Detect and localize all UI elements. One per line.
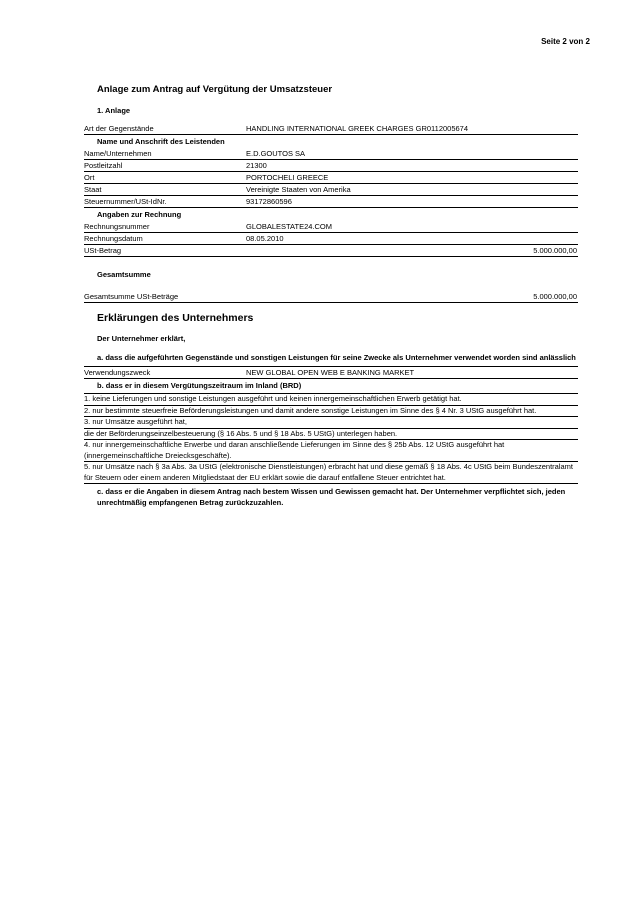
company-value: E.D.GOUTOS SA xyxy=(246,149,306,158)
ust-label: USt-Betrag xyxy=(84,246,122,255)
b-line: 5. nur Umsätze nach § 3a Abs. 3a UStG (elektronische Dienstleistungen) erbracht hat und diese gemäß § 18 Abs. 4c UStG beim Bundeszentralamt für Steuern oder einem anderen Mitgliedstaat der EU erklärt sowie die darauf entfallene Steuer entrichtet hat. xyxy=(84,462,578,484)
invoice-row xyxy=(84,221,578,233)
company-value: PORTOCHELI GREECE xyxy=(246,173,329,182)
company-value: 21300 xyxy=(246,161,267,170)
section-company: Name und Anschrift des Leistenden xyxy=(97,137,225,146)
point-c: c. dass er die Angaben in diesem Antrag nach bestem Wissen und Gewissen gemacht hat. Der Unternehmer verpflichtet sich, jeden unrechtmäßig empfangenen Betrag zurückzuzahlen. xyxy=(97,487,566,507)
art-value: HANDLING INTERNATIONAL GREEK CHARGES GR0112005674 xyxy=(246,124,469,133)
purpose-value: NEW GLOBAL OPEN WEB E BANKING MARKET xyxy=(246,367,415,377)
invoice-value: GLOBALESTATE24.COM xyxy=(246,222,332,231)
section-anlage: 1. Anlage xyxy=(97,106,131,115)
company-label: Staat xyxy=(84,185,102,194)
point-b: b. dass er in diesem Vergütungszeitraum im Inland (BRD) xyxy=(97,380,302,390)
invoice-row xyxy=(84,233,578,245)
company-value: 93172860596 xyxy=(246,197,292,206)
page-number: Seite 2 von 2 xyxy=(541,37,590,46)
company-label: Steuernummer/USt-IdNr. xyxy=(84,197,167,206)
total-row xyxy=(84,291,578,303)
section-invoice: Angaben zur Rechnung xyxy=(97,210,182,219)
art-label: Art der Gegenstände xyxy=(84,124,154,133)
ust-row xyxy=(84,245,578,257)
company-label: Name/Unternehmen xyxy=(84,149,152,158)
purpose-row xyxy=(84,366,578,379)
document-body xyxy=(84,84,578,508)
company-row xyxy=(84,172,578,184)
b-line: 1. keine Lieferungen und sonstige Leistungen ausgeführt und keinen innergemeinschaftlichen Erwerb getätigt hat. xyxy=(84,393,578,406)
invoice-label: Rechnungsdatum xyxy=(84,234,143,243)
total-label: Gesamtsumme USt-Beträge xyxy=(84,292,179,301)
b-line: 4. nur innergemeinschaftliche Erwerbe und daran anschließende Lieferungen im Sinne des § 25b Abs. 12 UStG ausgeführt hat (innergemeinschaftliche Dreiecksgeschäfte). xyxy=(84,440,578,462)
ust-value: 5.000.000,00 xyxy=(533,246,577,255)
invoice-label: Rechnungsnummer xyxy=(84,222,150,231)
company-row xyxy=(84,160,578,172)
company-row xyxy=(84,148,578,160)
b-line: die der Beförderungseinzelbesteuerung (§ 16 Abs. 5 und § 18 Abs. 5 UStG) unterlegen haben. xyxy=(84,429,578,441)
company-label: Postleitzahl xyxy=(84,161,123,170)
page-title: Anlage zum Antrag auf Vergütung der Umsatzsteuer xyxy=(97,84,333,95)
b-line: 2. nur bestimmte steuerfreie Beförderungsleistungen und damit andere sonstige Leistungen im Sinne des § 4 Nr. 3 UStG ausgeführt hat. xyxy=(84,406,578,418)
b-line: 3. nur Umsätze ausgeführt hat, xyxy=(84,417,578,429)
company-row xyxy=(84,196,578,208)
invoice-value: 08.05.2010 xyxy=(246,234,284,243)
declaration-title: Erklärungen des Unternehmers xyxy=(97,312,254,324)
declares-text: Der Unternehmer erklärt, xyxy=(97,334,186,343)
purpose-label: Verwendungszweck xyxy=(84,367,151,377)
company-row xyxy=(84,184,578,196)
total-value: 5.000.000,00 xyxy=(533,292,577,301)
company-label: Ort xyxy=(84,173,95,182)
company-value: Vereinigte Staaten von Amerika xyxy=(246,185,351,194)
art-row xyxy=(84,123,578,135)
point-a: a. dass die aufgeführten Gegenstände und sonstigen Leistungen für seine Zwecke als Unternehmer verwendet worden sind anlässlich xyxy=(97,353,576,362)
section-total: Gesamtsumme xyxy=(97,270,151,279)
